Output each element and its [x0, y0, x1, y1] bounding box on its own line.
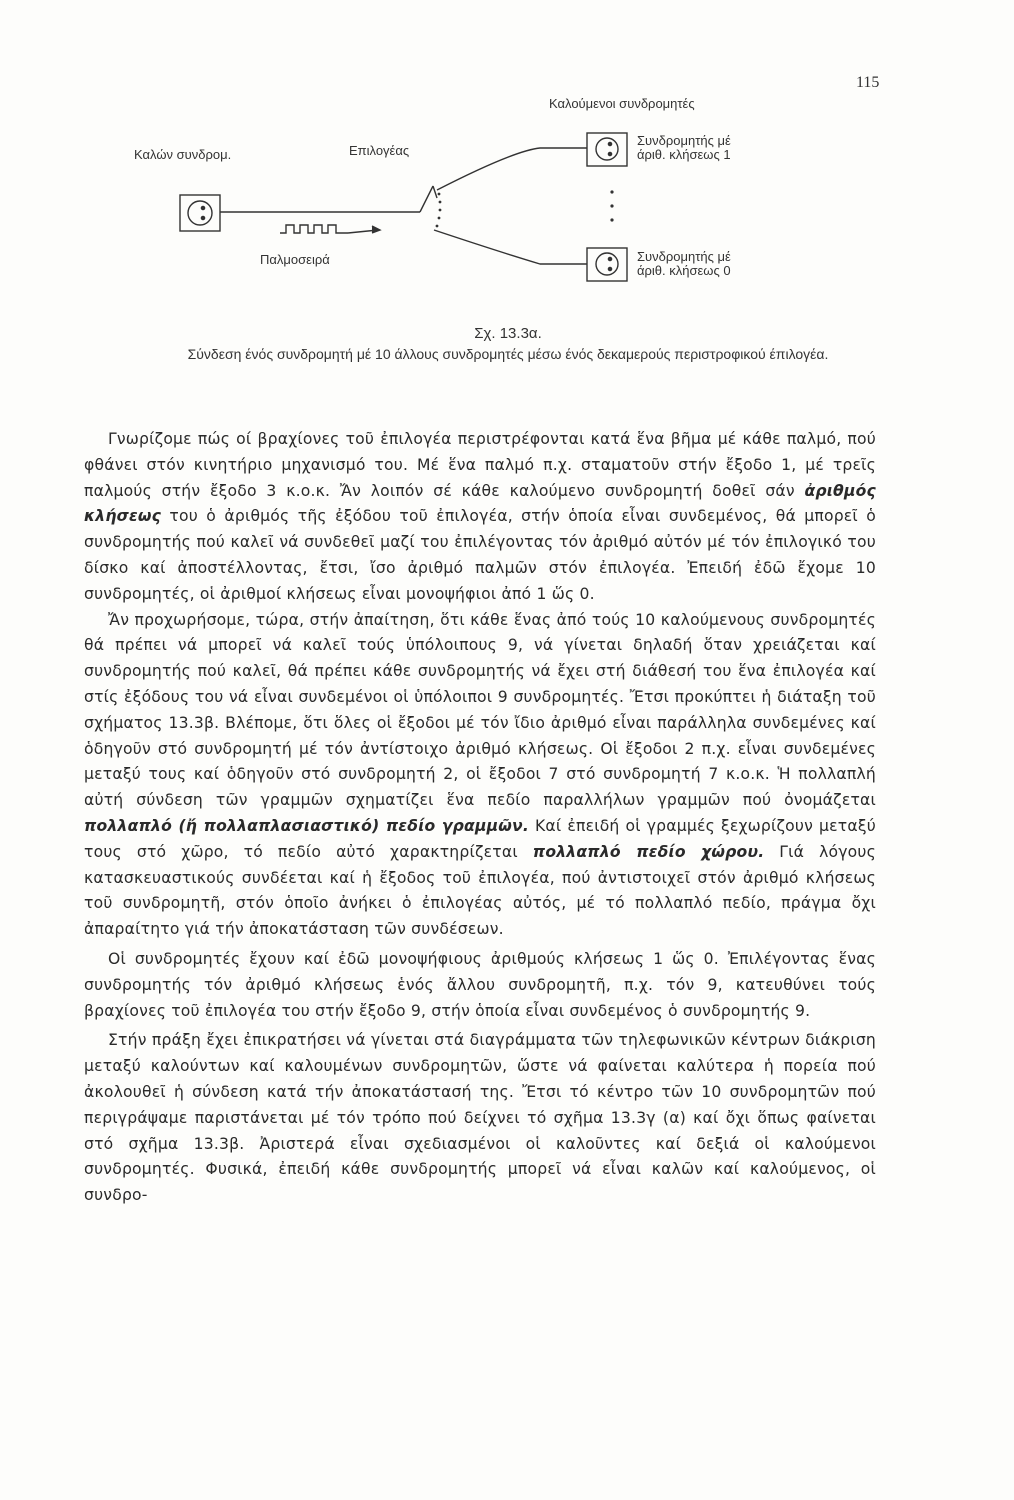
paragraph-3: Οἱ συνδρομητές ἔχουν καί ἐδῶ μονοψήφιους ἀριθμούς κλήσεως 1 ὥς 0. Ἐπιλέγοντας ἕνας συνδρομητής τόν ἀριθμό κλήσεως ἑνός ἄλλου συνδρομητῆ, π.χ. τόν 9, κατευθύνει τούς βραχίονες τοῦ ἐπιλογέα του στήν ἔξοδο 9, στήν ὁποία εἶναι συνδεμένος ὁ συνδρομητής 9.: [84, 949, 876, 1020]
subscriber-1-label-line1: Συνδρομητής μέ: [637, 133, 731, 148]
subscriber-1-label-line2: άριθ. κλήσεως 1: [637, 147, 731, 163]
caption-title: Σχ. 13.3α.: [474, 325, 542, 342]
output-line-1: [437, 148, 587, 190]
selector-label: Επιλογέας: [349, 143, 410, 158]
pulse-train-icon: [280, 225, 380, 233]
subscriber-1-label: [637, 134, 731, 163]
caption-text: Σύνδεση ένός συνδρομητή μέ 10 άλλους συνδρομητές μέσω ένός δεκαμερούς περιστροφικού έπιλογέα.: [187, 346, 829, 362]
pulse-train-label: Παλμοσειρά: [260, 252, 330, 267]
subscriber-0-label-line1: Συνδρομητής μέ: [637, 249, 731, 264]
ellipsis-dots: [610, 190, 613, 221]
diagram-drawing: [100, 90, 900, 320]
telephone-jack-icon: [180, 195, 220, 231]
figure-caption: [80, 323, 936, 365]
caller-label: Καλών συνδρομ.: [134, 147, 232, 162]
selector-arm-icon: [420, 186, 437, 212]
subscriber-0-label-line2: άριθ. κλήσεως 0: [637, 263, 731, 279]
term-multiple-field: πολλαπλό (ἤ πολλαπλασιαστικό) πεδίο γραμμῶν.: [84, 816, 529, 835]
paragraph-2: [84, 608, 876, 943]
page-number: 115: [856, 74, 880, 91]
term-space-field: πολλαπλό πεδίο χώρου.: [532, 842, 765, 861]
paragraph-1-part-a: Γνωρίζομε πώς οί βραχίονες τοῦ ἐπιλογέα περιστρέφονται κατά ἕνα βῆμα μέ κάθε παλμό, πού φθάνει στόν κινητήριο μηχανισμό του. Μέ ἕνα παλμό π.χ. σταματοῦν στήν ἔξοδο 1, μέ τρεῖς παλμούς στήν ἔξοδο 3 κ.ο.κ. Ἄν λοιπόν σέ κάθε καλούμενο συνδρομητή δοθεῖ σάν: [84, 430, 876, 500]
paragraph-2-part-c: Γιά λόγους κατασκευαστικούς συνδέεται καί ἡ ἔξοδος τοῦ ἐπιλογέα, πού ἀντιστοιχεῖ στόν ἀριθμό κλήσεως τοῦ συνδρομητῆ, στόν ὁποῖο ἀνήκει ὁ ἐπιλογέας αὐτός, μέ τό πολλαπλό πεδίο, πράγμα ὄχι ἀπαραίτητο γιά τήν ἀποκατάσταση τῶν συνδέσεων.: [84, 842, 876, 939]
output-line-0: [434, 230, 587, 264]
paragraph-2-part-a: Ἄν προχωρήσομε, τώρα, στήν ἀπαίτηση, ὅτι κάθε ἕνας ἀπό τούς 10 καλούμενους συνδρομητές θά πρέπει νά μπορεῖ νά καλεῖ τούς ὑπόλοιπους 9, νά γίνεται δηλαδή ὅταν χρειάζεται καί συνδρομητής πού καλεῖ, θά πρέπει κάθε συνδρομητής νά ἔχει στή διάθεσή του ἕνα ἐπιλογέα καί στίς ἐξόδους του νά εἶναι συνδεμένοι οἱ ὑπόλοιποι 9 συνδρομητές. Ἔτσι προκύπτει ἡ διάταξη τοῦ σχήματος 13.3β. Βλέπομε, ὅτι ὅλες οἱ ἔξοδοι μέ τόν ἴδιο ἀριθμό εἶναι παράλληλα συνδεμένες καί ὁδηγοῦν στό συνδρομητή μέ τόν ἀντίστοιχο ἀριθμό κλήσεως. Οἱ ἔξοδοι 2 π.χ. εἶναι συνδεμένες μεταξύ τους καί ὁδηγοῦν στό συνδρομητή 2, οἱ ἔξοδοι 7 στό συνδρομητή 7 κ.ο.κ. Ἡ πολλαπλή αὐτή σύνδεση τῶν γραμμῶν σχηματίζει ἕνα πεδίο παραλλήλων γραμμῶν πού ὀνομάζεται: [84, 610, 876, 810]
telephone-jack-icon: [587, 248, 627, 281]
paragraph-1-part-b: του ὁ ἀριθμός τῆς ἐξόδου τοῦ ἐπιλογέα, στήν ὁποία εἶναι συνδεμένος, θά μπορεῖ ὁ συνδρομητής πού καλεῖ νά συνδεθεῖ μαζί του ἐπιλέγοντας τόν ἀριθμό αὐτόν μέ τόν ἐπιλογικό του δίσκο καί ἀποστέλλοντας, ἔτσι, ἴσο ἀριθμό παλμῶν στόν ἐπιλογέα. Ἐπειδή ἐδῶ ἔχομε 10 συνδρομητές, οἱ ἀριθμοί κλήσεως εἶναι μονοψήφιοι ἀπό 1 ὥς 0.: [84, 507, 876, 603]
paragraph-4: Στήν πράξη ἔχει ἐπικρατήσει νά γίνεται στά διαγράμματα τῶν τηλεφωνικῶν κέντρων διάκριση μεταξύ καλούντων καί καλουμένων συνδρομητῶν, ὥστε νά φαίνεται καλύτερα ἡ πορεία πού ἀκολουθεῖ ἡ σύνδεση κατά τήν ἀποκατάστασή της. Ἔτσι τό κέντρο τῶν 10 συνδρομητῶν πού περιγράψαμε παριστάνεται μέ τόν τρόπο πού δείχνει τό σχῆμα 13.3γ (α) καί ὄχι ὅπως φαίνεται στό σχῆμα 13.3β. Ἀριστερά εἶναι σχεδιασμένοι οἱ καλοῦντες καί δεξιά οἱ καλούμενοι συνδρομητές. Φυσικά, ἐπειδή κάθε συνδρομητής μπορεῖ νά εἶναι καλῶν καί καλούμενος, οἱ συνδρο-: [84, 1031, 876, 1205]
called-subscribers-header: Καλούμενοι συνδρομητές: [549, 96, 695, 111]
subscriber-0-label: [637, 250, 731, 279]
telephone-jack-icon: [587, 133, 627, 166]
paragraph-2-part-b: Καί ἐπειδή οἱ γραμμές ξεχωρίζουν μεταξύ τους στό χῶρο, τό πεδίο αὐτό χαρακτηρίζεται: [84, 816, 876, 861]
paragraph-1: [84, 427, 876, 608]
term-call-number: ἀριθμός κλήσεως: [84, 481, 876, 526]
body-text: [84, 427, 876, 1209]
figure-13-3a-diagram: [100, 90, 900, 320]
